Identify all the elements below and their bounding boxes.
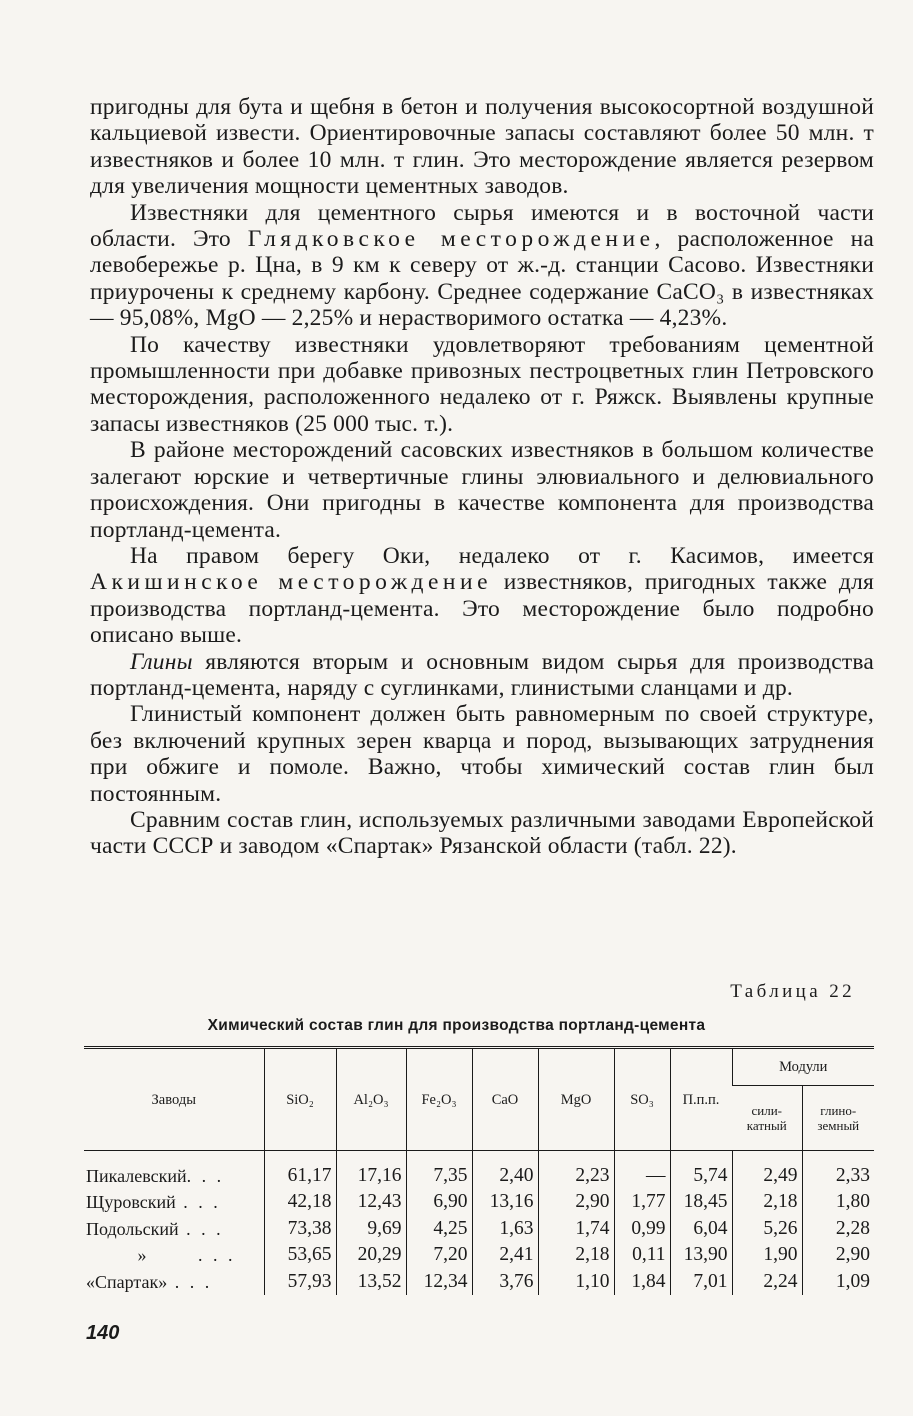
cell-fe2o3: 12,34 [406,1269,472,1295]
cell-ppp: 6,04 [670,1216,732,1242]
plant-label: «Спартак» [86,1271,168,1292]
cell-al2o3: 13,52 [336,1269,406,1295]
table-row [84,1189,874,1215]
paragraph-1: пригодны для бута и щебня в бетон и получения высокосортной воздушной кальциевой извести. Ориентировочные запасы составляют более 50 млн. т известняков и более 10 млн. т глин. Это месторождение является резервом для увеличения мощности цементных заводов. [90,94,874,200]
cell-alumina-module: 1,80 [802,1189,874,1215]
cell-alumina-module: 1,09 [802,1269,874,1295]
cell-sio2: 53,65 [264,1242,336,1268]
cell-cao: 2,41 [472,1242,538,1268]
header-sio2: SiO₂ [264,1048,336,1151]
paragraph-6 [90,649,874,702]
cell-cao: 13,16 [472,1189,538,1215]
plant-name: Пикалевский. . . [86,1166,225,1186]
paragraph-2-text-start: Известняки для цементного сырья имеются и в восточной части области. Это [90,199,874,253]
cell-cao: 3,76 [472,1269,538,1295]
cell-sio2: 42,18 [264,1189,336,1215]
cell-silicate-module: 5,26 [732,1216,802,1242]
plant-label: Подольский [86,1218,179,1239]
paragraph-8: Сравним состав глин, используемых различными заводами Европейской части СССР и заводом «Спартак» Рязанской области (табл. 22). [90,806,874,860]
cell-mgo: 2,23 [538,1151,614,1190]
cell-so3: 1,77 [614,1189,670,1215]
cell-alumina-module: 2,33 [802,1151,874,1190]
cell-ppp: 7,01 [670,1269,732,1295]
plant-name: » . . . [84,1242,264,1268]
cell-al2o3: 12,43 [336,1189,406,1215]
paragraph-4: В районе месторождений сасовских известняков в большом количестве залегают юрские и четвертичные глины элювиального и делювиального происхождения. Они пригодны в качестве компонента для производства портланд-цемента. [90,437,874,543]
cell-al2o3: 9,69 [336,1216,406,1242]
plant-label: Пикалевский [86,1166,187,1186]
page-number: 140 [86,1322,120,1344]
header-silicate-module: сили-катный [732,1086,802,1151]
cell-ppp: 18,45 [670,1189,732,1215]
paragraph-5 [90,543,874,649]
cell-fe2o3: 6,90 [406,1189,472,1215]
paragraph-3: По качеству известняки удовлетворяют требованиям цементной промышленности при добавке привозных пестроцветных глин Петровского месторождения, расположенного недалеко от г. Ряжск. Выявлены крупные запасы известняков (25 000 тыс. т.). [90,331,874,437]
cell-so3: — [614,1151,670,1190]
cell-alumina-module: 2,28 [802,1216,874,1242]
cell-silicate-module: 2,49 [732,1151,802,1190]
cell-sio2: 57,93 [264,1269,336,1295]
plant-name: Подольский . . . [86,1218,224,1239]
paragraph-6-text: являются вторым и основным видом сырья для производства портланд-цемента, наряду с суглинками, глинистыми сланцами и др. [90,648,874,701]
header-al2o3: Al₂O₃ [336,1048,406,1151]
header-alumina-module: глино-земный [802,1086,874,1151]
cell-so3: 0,99 [614,1216,670,1242]
plant-label: Щуровский [86,1192,176,1213]
deposit-name-glyadkovskoe: Глядковское месторождение [247,226,655,253]
paragraph-7: Глинистый компонент должен быть равномерным по своей структуре, без включений крупных зерен кварца и пород, вызывающих затруднения при обжиге и помоле. Важно, чтобы химический состав глин был постоянным. [90,701,874,807]
cell-fe2o3: 7,35 [406,1151,472,1190]
cell-so3: 1,84 [614,1269,670,1295]
term-clays: Глины [130,648,193,675]
cell-al2o3: 20,29 [336,1242,406,1268]
paragraph-5-text-start: На правом берегу Оки, недалеко от г. Касимов, имеется [130,542,874,569]
paragraph-2-text-end: , расположенное на левобережье р. Цна, в 9 км к северу от ж.-д. станции Сасово. Известняки приурочены к среднему карбону. Среднее содержание CaCO₃ в известняках — 95,08%, MgO — 2,25% и нерастворимого остатка — 4,23%. [90,226,874,332]
table-container [84,1046,874,1295]
table-row [84,1151,874,1190]
header-fe2o3: Fe₂O₃ [406,1048,472,1151]
header-modules: Модули [732,1048,874,1086]
plant-name: Щуровский . . . [86,1192,221,1213]
cell-fe2o3: 7,20 [406,1242,472,1268]
cell-fe2o3: 4,25 [406,1216,472,1242]
cell-mgo: 2,90 [538,1189,614,1215]
cell-sio2: 73,38 [264,1216,336,1242]
header-plant: Заводы [84,1048,264,1151]
header-ppp: П.п.п. [670,1048,732,1151]
cell-silicate-module: 2,18 [732,1189,802,1215]
table-title: Химический состав глин для производства портланд-цемента [207,1017,706,1034]
cell-cao: 1,63 [472,1216,538,1242]
header-so3: SO₃ [614,1048,670,1151]
paragraph-5-text-end: известняков, пригодных также для производства портланд-цемента. Это месторождение было подробно описано выше. [90,569,874,649]
clay-composition-table [84,1046,874,1295]
deposit-name-akishinskoe: Акишинское месторождение [90,569,493,596]
table-row [84,1269,874,1295]
table-row [84,1242,874,1268]
header-cao: CaO [472,1048,538,1151]
header-mgo: MgO [538,1048,614,1151]
cell-cao: 2,40 [472,1151,538,1190]
cell-sio2: 61,17 [264,1151,336,1190]
cell-silicate-module: 2,24 [732,1269,802,1295]
table-label: Таблица 22 [730,981,855,1002]
page-body [90,94,874,860]
cell-silicate-module: 1,90 [732,1242,802,1268]
cell-al2o3: 17,16 [336,1151,406,1190]
cell-alumina-module: 2,90 [802,1242,874,1268]
cell-ppp: 13,90 [670,1242,732,1268]
plant-label: » [137,1245,147,1266]
cell-mgo: 1,10 [538,1269,614,1295]
cell-ppp: 5,74 [670,1151,732,1190]
cell-mgo: 1,74 [538,1216,614,1242]
table-row [84,1216,874,1242]
plant-name: «Спартак» . . . [86,1271,213,1292]
cell-mgo: 2,18 [538,1242,614,1268]
cell-so3: 0,11 [614,1242,670,1268]
paragraph-2 [90,200,874,332]
